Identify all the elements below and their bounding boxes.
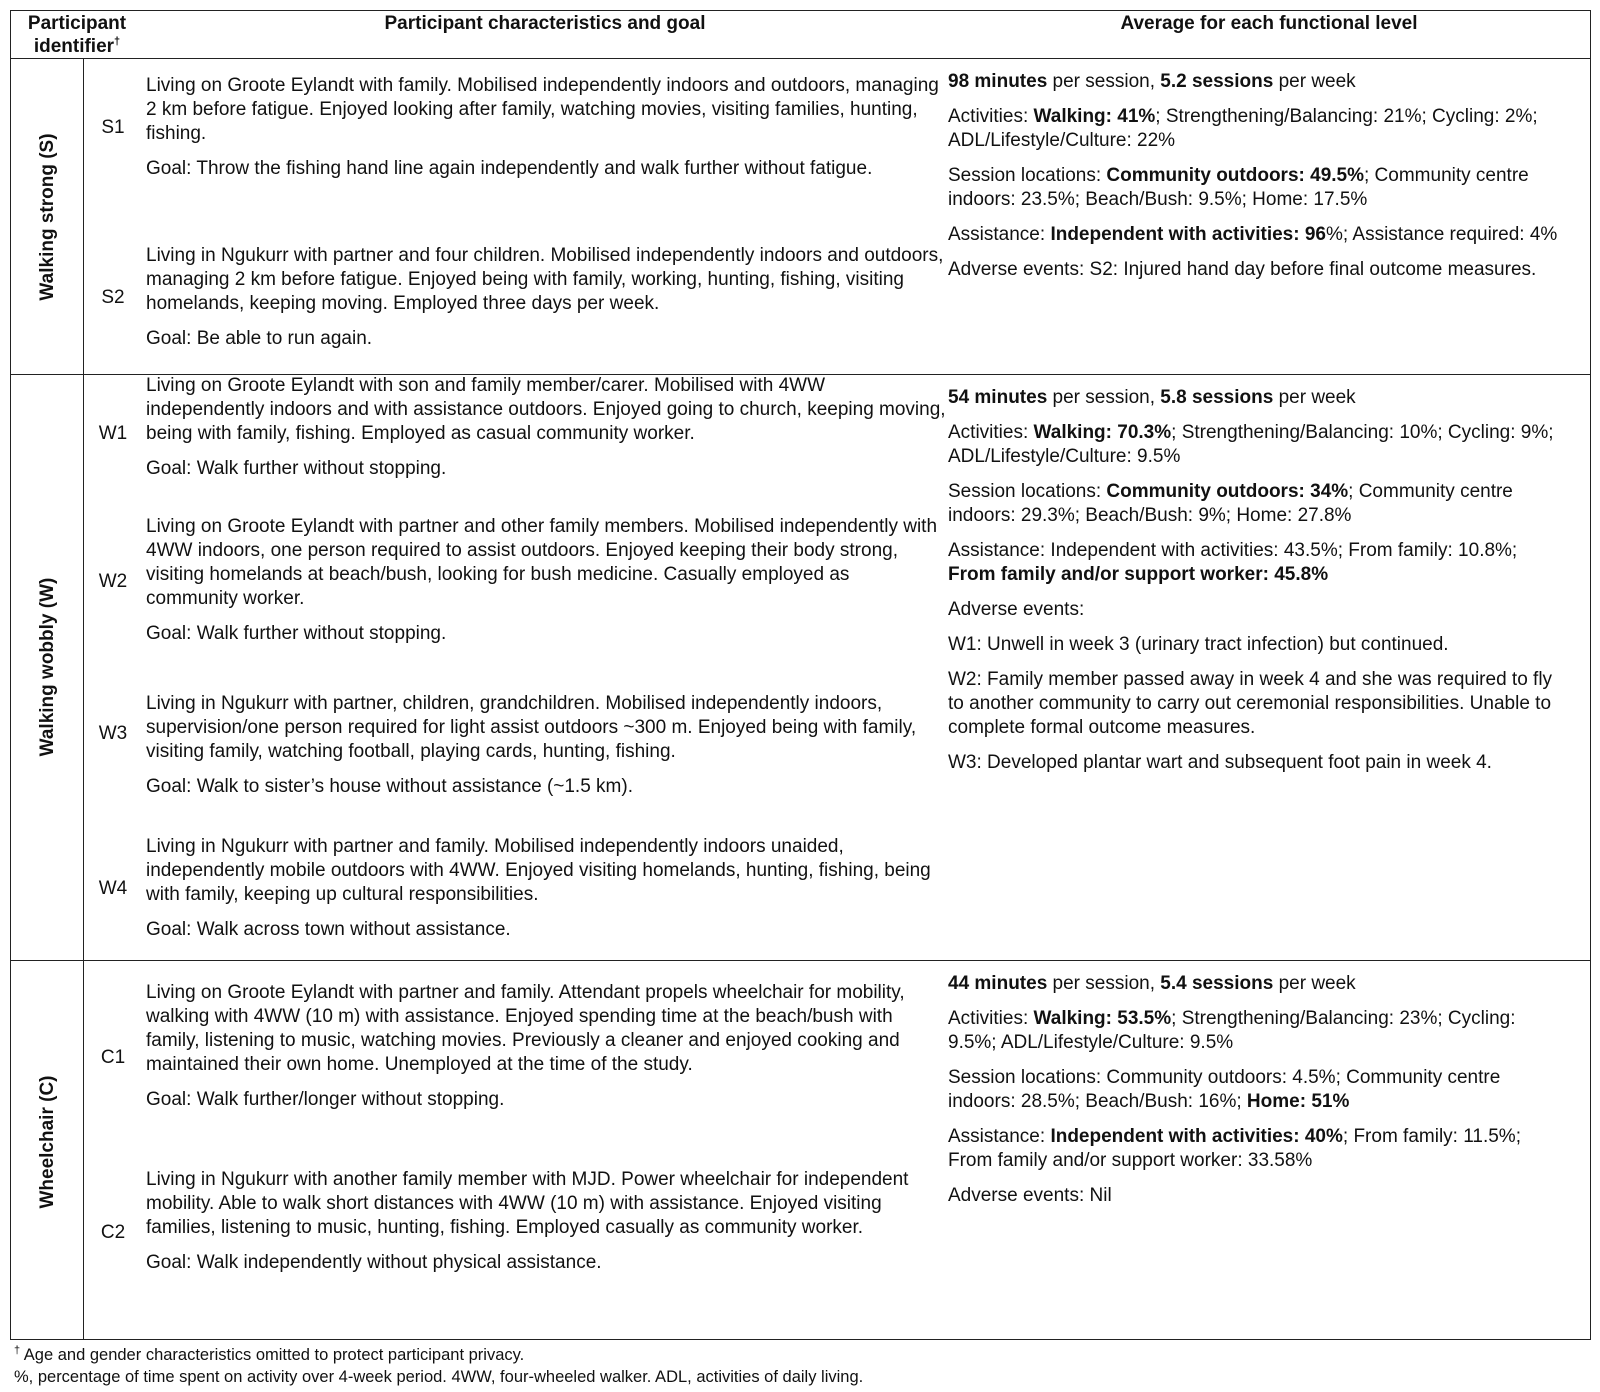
adverse-event-item: W3: Developed plantar wart and subsequent foot pain in week 4. bbox=[948, 752, 1492, 773]
group-label-wheelchair: Wheelchair (C) bbox=[37, 1075, 58, 1209]
adverse-events: Adverse events: Nil bbox=[948, 1185, 1112, 1206]
average-walking-strong bbox=[948, 70, 1568, 293]
participant-id-w2: W2 bbox=[98, 571, 128, 592]
session-summary: 98 minutes per session, 5.2 sessions per week bbox=[948, 71, 1356, 92]
participant-goal: Goal: Walk further without stopping. bbox=[146, 458, 447, 479]
footnote-abbreviations: %, percentage of time spent on activity over 4-week period. 4WW, four-wheeled walker. ADL, activities of daily living. bbox=[14, 1368, 864, 1386]
participant-description: Living on Groote Eylandt with family. Mobilised independently indoors and outdoors, managing 2 km before fatigue. Enjoyed looking after family, watching movies, visiting families, hunting, fishing. bbox=[146, 75, 939, 144]
participant-goal: Goal: Walk further/longer without stopping. bbox=[146, 1089, 505, 1110]
participant-c1 bbox=[146, 981, 946, 1123]
participant-description: Living on Groote Eylandt with son and family member/carer. Mobilised with 4WW independently indoors and with assistance outdoors. Enjoyed going to church, keeping moving, being with family, fishing. Employed as casual community worker. bbox=[146, 375, 946, 444]
participant-id-w1: W1 bbox=[98, 423, 128, 444]
participant-w1 bbox=[146, 374, 946, 492]
group-divider-2 bbox=[11, 960, 1590, 961]
participant-description: Living in Ngukurr with partner and family. Mobilised independently indoors unaided, independently mobile outdoors with 4WW. Enjoyed visiting homelands, hunting, fishing, being with family, keeping up cultural responsibilities. bbox=[146, 836, 931, 905]
assistance-breakdown: Assistance: Independent with activities: 40%; From family: 11.5%; From family and/or support worker: 33.58% bbox=[948, 1126, 1521, 1171]
header-characteristics-goal: Participant characteristics and goal bbox=[384, 13, 706, 34]
activities-breakdown: Activities: Walking: 53.5%; Strengthening/Balancing: 23%; Cycling: 9.5%; ADL/Lifestyle/Culture: 9.5% bbox=[948, 1008, 1516, 1053]
participant-description: Living on Groote Eylandt with partner and family. Attendant propels wheelchair for mobility, walking with 4WW (10 m) with assistance. Enjoyed spending time at the beach/bush with family, listening to music, watching movies. Previously a cleaner and enjoyed cooking and maintained their own home. Unemployed at the time of the study. bbox=[146, 982, 905, 1075]
header-participant-identifier: Participant identifier† bbox=[27, 13, 127, 57]
participant-goal: Goal: Walk to sister’s house without assistance (~1.5 km). bbox=[146, 776, 633, 797]
id-subcolumn-divider bbox=[83, 58, 84, 1339]
header-average-functional-level: Average for each functional level bbox=[1120, 13, 1418, 34]
participant-description: Living in Ngukurr with partner, children, grandchildren. Mobilised independently indoors, supervision/one person required for light assist outdoors ~300 m. Enjoyed being with family, visiting family, watching football, playing cards, hunting, fishing. bbox=[146, 693, 917, 762]
participant-id-s2: S2 bbox=[101, 287, 125, 308]
participant-id-w3: W3 bbox=[98, 723, 128, 744]
session-summary: 54 minutes per session, 5.8 sessions per week bbox=[948, 387, 1356, 408]
participant-goal: Goal: Walk further without stopping. bbox=[146, 623, 447, 644]
activities-breakdown: Activities: Walking: 41%; Strengthening/Balancing: 21%; Cycling: 2%; ADL/Lifestyle/Culture: 22% bbox=[948, 106, 1538, 151]
participant-goal: Goal: Walk independently without physical assistance. bbox=[146, 1252, 602, 1273]
assistance-breakdown: Assistance: Independent with activities: 96%; Assistance required: 4% bbox=[948, 224, 1558, 245]
participant-s1 bbox=[146, 74, 946, 192]
participant-w4 bbox=[146, 835, 946, 953]
participant-description: Living on Groote Eylandt with partner and other family members. Mobilised independently with 4WW indoors, one person required to assist outdoors. Enjoyed keeping their body strong, visiting homelands at beach/bush, looking for bush medicine. Casually employed as community worker. bbox=[146, 516, 938, 609]
session-summary: 44 minutes per session, 5.4 sessions per week bbox=[948, 973, 1356, 994]
participant-description: Living in Ngukurr with another family member with MJD. Power wheelchair for independent mobility. Able to walk short distances with 4WW (10 m) with assistance. Enjoyed visiting families, listening to music, hunting, fishing. Employed casually as community worker. bbox=[146, 1169, 909, 1238]
participant-c2 bbox=[146, 1168, 946, 1286]
assistance-breakdown: Assistance: Independent with activities: 43.5%; From family: 10.8%; From family and/or support worker: 45.8% bbox=[948, 540, 1518, 585]
adverse-events: Adverse events: S2: Injured hand day before final outcome measures. bbox=[948, 259, 1537, 280]
participant-goal: Goal: Be able to run again. bbox=[146, 328, 373, 349]
participant-goal: Goal: Throw the fishing hand line again independently and walk further without fatigue. bbox=[146, 158, 873, 179]
session-locations: Session locations: Community outdoors: 4.5%; Community centre indoors: 28.5%; Beach/Bush: 16%; Home: 51% bbox=[948, 1067, 1501, 1112]
adverse-events-title: Adverse events: bbox=[948, 599, 1085, 620]
group-label-walking-strong: Walking strong (S) bbox=[37, 133, 58, 301]
group-label-walking-wobbly: Walking wobbly (W) bbox=[37, 577, 58, 757]
header-divider bbox=[11, 58, 1590, 59]
participant-w2 bbox=[146, 515, 946, 657]
participant-id-c1: C1 bbox=[100, 1047, 126, 1068]
participant-id-w4: W4 bbox=[98, 878, 128, 899]
activities-breakdown: Activities: Walking: 70.3%; Strengthening/Balancing: 10%; Cycling: 9%; ADL/Lifestyle/Culture: 9.5% bbox=[948, 422, 1554, 467]
adverse-event-item: W1: Unwell in week 3 (urinary tract infection) but continued. bbox=[948, 634, 1449, 655]
participant-description: Living in Ngukurr with partner and four children. Mobilised independently indoors and outdoors, managing 2 km before fatigue. Enjoyed being with family, working, hunting, fishing, visiting homelands, keeping moving. Employed three days per week. bbox=[146, 245, 944, 314]
participant-w3 bbox=[146, 692, 946, 810]
adverse-event-item: W2: Family member passed away in week 4 and she was required to fly to another community to carry out ceremonial responsibilities. Unable to complete formal outcome measures. bbox=[948, 669, 1553, 738]
participant-id-s1: S1 bbox=[101, 117, 125, 138]
session-locations: Session locations: Community outdoors: 34%; Community centre indoors: 29.3%; Beach/Bush: 9%; Home: 27.8% bbox=[948, 481, 1513, 526]
session-locations: Session locations: Community outdoors: 49.5%; Community centre indoors: 23.5%; Beach/Bush: 9.5%; Home: 17.5% bbox=[948, 165, 1529, 210]
participant-s2 bbox=[146, 244, 946, 362]
average-walking-wobbly bbox=[948, 386, 1568, 786]
participant-goal: Goal: Walk across town without assistance. bbox=[146, 919, 511, 940]
participant-id-c2: C2 bbox=[100, 1222, 126, 1243]
footnote-privacy: † Age and gender characteristics omitted to protect participant privacy. bbox=[14, 1344, 525, 1364]
average-wheelchair bbox=[948, 972, 1568, 1219]
